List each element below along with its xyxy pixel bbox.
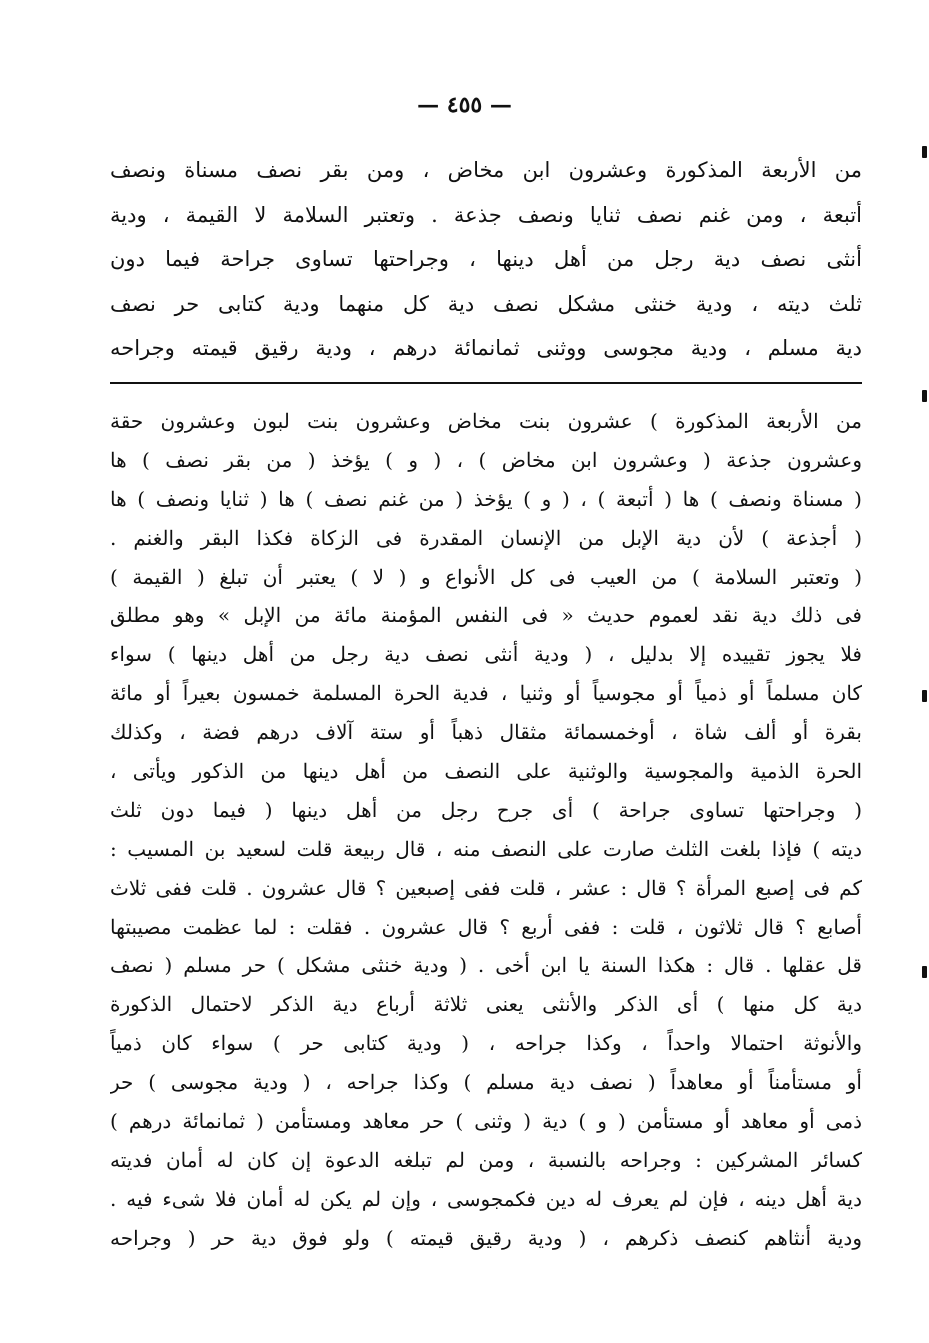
commentary-line: دية كل منها ) أى الذكر والأنثى يعنى ثلاثة أرباع دية الذكر لاحتمال الذكورة xyxy=(110,992,862,1017)
commentary-line: أو مستأمناً أو معاهداً ( نصف دية مسلم ) وكذا جراحه ، ( ودية مجوسى ) حر xyxy=(110,1070,862,1095)
margin-ink-mark xyxy=(922,390,927,402)
main-text-line: أتبعة ، ومن غنم نصف ثنايا ونصف جذعة . وتعتبر السلامة لا القيمة ، ودية xyxy=(110,202,862,227)
commentary-line: ذمى أو معاهد أو مستأمن ( و ) دية ( وثنى ) حر معاهد ومستأمن ( ثمانمائة درهم ) xyxy=(110,1109,862,1134)
margin-ink-mark xyxy=(922,966,927,978)
commentary-line: بقرة أو ألف شاة ، أوخمسمائة مثقال ذهباً أو ستة آلاف درهم فضة ، وكذلك xyxy=(110,720,862,745)
margin-ink-mark xyxy=(922,690,927,702)
commentary-line: الحرة الذمية والمجوسية والوثنية على النصف من أهل دينها من الذكور ويأتى ، xyxy=(110,759,862,784)
main-text-block xyxy=(110,148,862,371)
commentary-line: أصابع ؟ قال ثلاثون ، قلت : ففى أربع ؟ قال عشرون . فقلت : لما عظمت مصيبتها xyxy=(110,914,862,939)
commentary-line: كسائر المشركين : وجراحه بالنسبة ، ومن لم تبلغه الدعوة إن كان له أمان فديته xyxy=(110,1147,862,1172)
commentary-line: فلا يجوز تقييده إلا بدليل ، ( ودية أنثى نصف دية رجل من أهل دينها ) سواء xyxy=(110,642,862,667)
main-text-line: من الأربعة المذكورة وعشرون ابن مخاض ، ومن بقر نصف مسناة ونصف xyxy=(110,158,862,182)
margin-ink-mark xyxy=(922,146,927,158)
main-text-line: دية مسلم ، ودية مجوسى ووثنى ثمانمائة درهم ، ودية رقيق قيمته وجراحه xyxy=(110,336,862,360)
commentary-text-block xyxy=(110,402,862,1258)
commentary-line: دية أهل دينه ، فإن لم يعرف له دين فكمجوسى ، وإن لم يكن له أمان فلا شىء فيه . xyxy=(110,1186,862,1211)
commentary-line: وعشرون جذعة ( وعشرون ابن مخاض ) ، ( و ) يؤخذ ( من بقر نصف ) ها xyxy=(110,447,862,472)
commentary-line: ديته ) فإذا بلغت الثلث صارت على النصف منه ، قال ربيعة قلت لسعيد بن المسيب : xyxy=(110,836,862,861)
commentary-line: ( وجراحتها تساوى جراحة ) أى جرح رجل من أهل دينها ( فيما دون ثلث xyxy=(110,797,862,822)
commentary-line: كم فى إصبع المرأة ؟ قال : عشر ، قلت ففى إصبعين ؟ قال عشرون . قلت ففى ثلاث xyxy=(110,875,862,900)
commentary-line: والأنوثة احتمالا واحداً ، وكذا جراحه ، ( ودية كتابى حر ) سواء كان ذمياً xyxy=(110,1031,862,1056)
main-text-line: ثلث ديته ، ودية خنثى مشكل نصف دية كل منهما ودية كتابى حر نصف xyxy=(110,291,862,316)
commentary-line: فى ذلك دية نقد لعموم حديث « فى النفس المؤمنة مائة من الإبل » وهو مطلق xyxy=(110,603,862,628)
section-divider xyxy=(110,382,862,384)
commentary-line: ( مسناة ونصف ) ها ( أتبعة ) ، ( و ) يؤخذ ( من غنم نصف ) ها ( ثنايا ونصف ) ها xyxy=(110,486,862,511)
main-text-line: أنثى نصف دية رجل من أهل دينها ، وجراحتها تساوى جراحة فيما دون xyxy=(110,247,862,271)
commentary-line: ودية أنثاهم كنصف ذكرهم ، ( ودية رقيق قيمته ) ولو فوق دية حر ( وجراحه xyxy=(110,1225,862,1250)
commentary-line: قل عقلها . قال : هكذا السنة يا ابن أخى . ( ودية خنثى مشكل ) حر مسلم ( نصف xyxy=(110,953,862,978)
commentary-line: من الأربعة المذكورة ) عشرون بنت مخاض وعشرون بنت لبون وعشرون حقة xyxy=(110,409,862,433)
commentary-line: كان مسلماً أو ذمياً أو مجوسياً أو وثنيا ، فدية الحرة المسلمة خمسون بعيراً أو مائة xyxy=(110,681,862,706)
commentary-line: ( وتعتبر السلامة ) من العيب فى كل الأنواع و ( لا ) يعتبر أن تبلغ ( القيمة ) xyxy=(110,564,862,589)
commentary-line: ( أجذعة ) لأن دية الإبل من الإنسان المقدرة فى الزكاة فكذا البقر والغنم . xyxy=(110,525,862,550)
page-number: — ٤٥٥ — xyxy=(417,92,512,118)
